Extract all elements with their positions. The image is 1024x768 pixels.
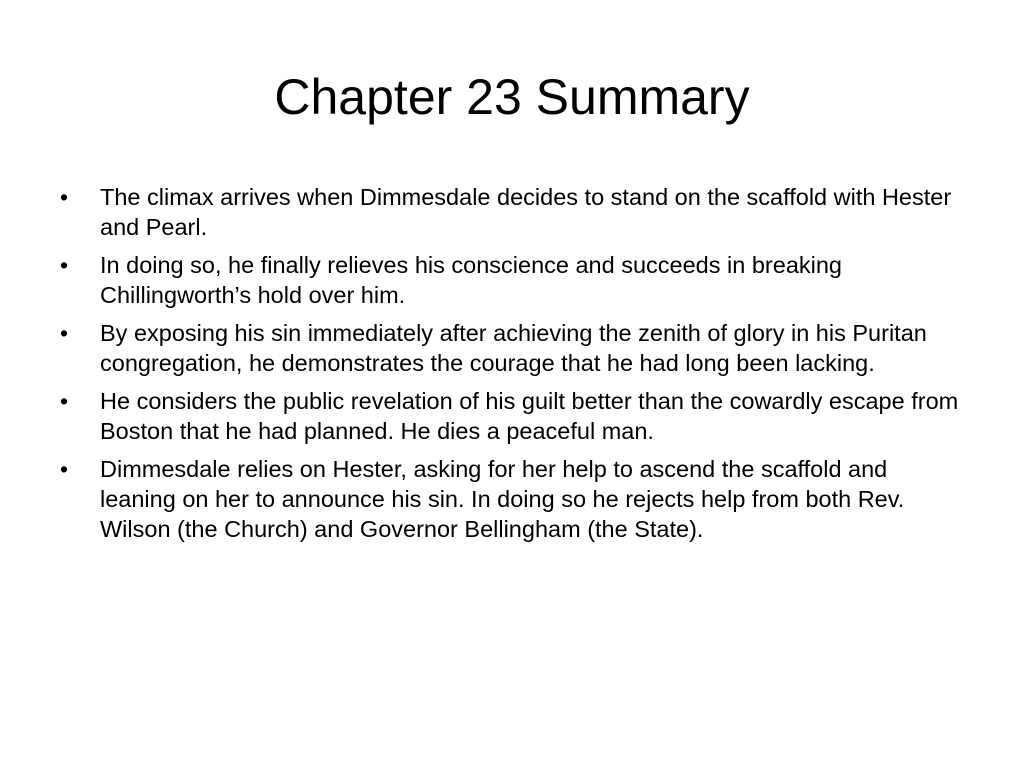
- bullet-text: In doing so, he finally relieves his conscience and succeeds in breaking Chillingworth’s hold over him.: [100, 252, 842, 308]
- bullet-icon: •: [60, 388, 69, 414]
- slide-title: Chapter 23 Summary: [274, 69, 750, 125]
- bullet-item: [60, 250, 960, 310]
- bullet-text: By exposing his sin immediately after achieving the zenith of glory in his Puritan congregation, he demonstrates the courage that he had long been lacking.: [100, 320, 927, 376]
- bullet-icon: •: [60, 252, 69, 278]
- bullet-item: [60, 182, 960, 242]
- bullet-text: Dimmesdale relies on Hester, asking for her help to ascend the scaffold and leaning on her to announce his sin. In doing so he rejects help from both Rev. Wilson (the Church) and Governor Bellingham (the State).: [100, 456, 905, 542]
- bullet-item: [60, 318, 960, 378]
- bullet-item: [60, 454, 960, 544]
- bullet-icon: •: [60, 456, 69, 482]
- bullet-item: [60, 386, 960, 446]
- bullet-icon: •: [60, 320, 69, 346]
- bullet-text: The climax arrives when Dimmesdale decides to stand on the scaffold with Hester and Pearl.: [100, 184, 952, 240]
- bullet-list: [60, 182, 960, 552]
- bullet-icon: •: [60, 184, 69, 210]
- bullet-text: He considers the public revelation of his guilt better than the cowardly escape from Boston that he had planned. He dies a peaceful man.: [100, 388, 959, 444]
